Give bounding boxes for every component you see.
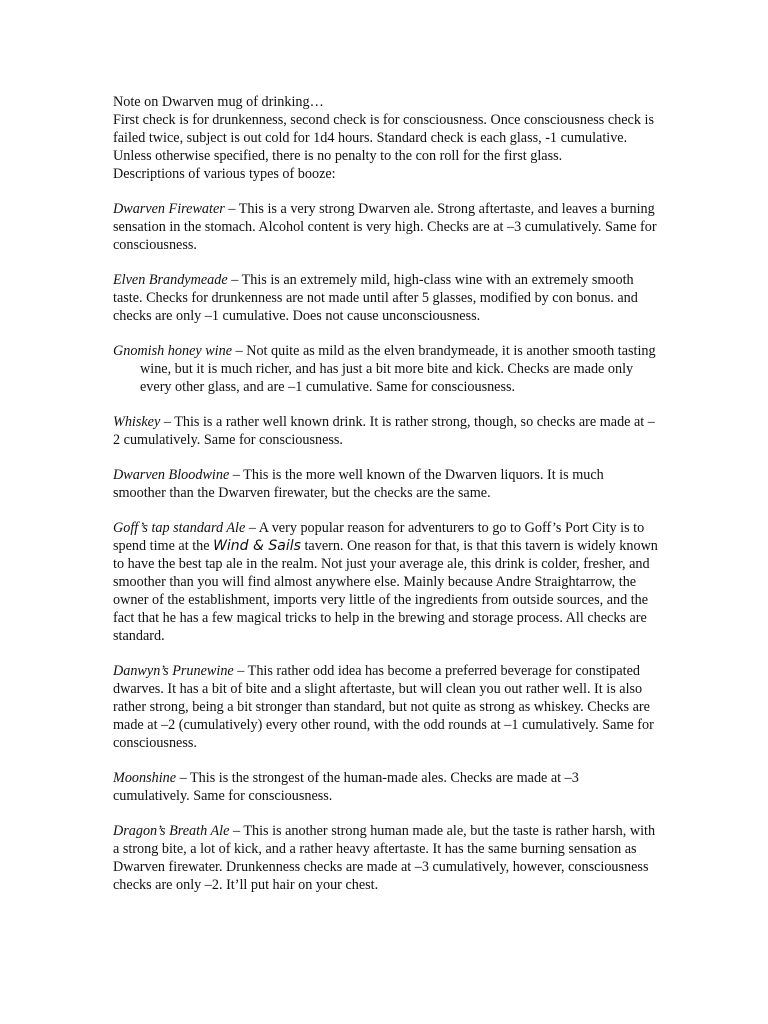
- booze-name: Goff’s tap standard Ale: [113, 520, 246, 536]
- booze-name: Dwarven Bloodwine: [113, 467, 230, 483]
- booze-name: Dragon’s Breath Ale: [113, 823, 230, 839]
- booze-entry-moonshine: [113, 769, 658, 805]
- spacer: [113, 183, 658, 200]
- tavern-name: Wind & Sails: [213, 538, 301, 554]
- booze-entry-goffs-tap-ale: [113, 519, 658, 645]
- document-heading: Note on Dwarven mug of drinking…: [113, 94, 324, 110]
- booze-description: – Not quite as mild as the elven brandymeade, it is another smooth tasting wine, but it is much richer, and has just a bit more bite and kick. Checks are made only every other glass, and are –1 cumulative. Same for consciousness.: [140, 343, 656, 395]
- booze-name: Gnomish honey wine: [113, 343, 233, 359]
- booze-description: – This is the more well known of the Dwarven liquors. It is much smoother than the Dwarven firewater, but the checks are the same.: [113, 467, 604, 501]
- booze-description-start: – A very popular reason for adventurers to go to Goff’s Port City is to spend time at the: [113, 520, 645, 554]
- booze-entry-danwyns-prunewine: [113, 662, 658, 752]
- descriptions-heading: Descriptions of various types of booze:: [113, 166, 336, 182]
- booze-description: – This is a rather well known drink. It is rather strong, though, so checks are made at –2 cumulatively. Same for consciousness.: [113, 414, 655, 448]
- booze-name: Elven Brandymeade: [113, 272, 228, 288]
- booze-name: Moonshine: [113, 770, 177, 786]
- booze-description: – This is a very strong Dwarven ale. Strong aftertaste, and leaves a burning sensation in the stomach. Alcohol content is very high. Checks are at –3 cumulatively. Same for consciousness.: [113, 201, 657, 253]
- booze-description-end: tavern. One reason for that, is that this tavern is widely known to have the best tap ale in the realm. Not just your average ale, this drink is colder, fresher, and smoother than you will find almost anywhere else. Mainly because Andre Straightarrow, the owner of the establishment, imports very little of the ingredients from outside sources, and the fact that he has a few magical tricks to help in the brewing and storage process. All checks are standard.: [113, 538, 658, 644]
- booze-description: – This rather odd idea has become a preferred beverage for constipated dwarves. It has a bit of bite and a slight aftertaste, but will clean you out rather well. It is also rather strong, being a bit stronger than standard, but not quite as strong as whiskey. Checks are made at –2 (cumulatively) every other round, with the odd rounds at –1 cumulatively. Same for consciousness.: [113, 663, 654, 751]
- booze-entry-whiskey: [113, 413, 658, 449]
- rules-paragraph: First check is for drunkenness, second check is for consciousness. Once consciousness check is failed twice, subject is out cold for 1d4 hours. Standard check is each glass, -1 cumulative. Unless otherwise specified, there is no penalty to the con roll for the first glass.: [113, 112, 654, 164]
- booze-name: Whiskey: [113, 414, 161, 430]
- booze-entry-elven-brandymeade: [113, 271, 658, 325]
- booze-name: Dwarven Firewater: [113, 201, 225, 217]
- document-page: [113, 93, 658, 911]
- booze-entry-dwarven-bloodwine: [113, 466, 658, 502]
- booze-entry-gnomish-honey-wine: [113, 342, 658, 396]
- booze-name: Danwyn’s Prunewine: [113, 663, 234, 679]
- booze-description: – This is the strongest of the human-made ales. Checks are made at –3 cumulatively. Same for consciousness.: [113, 770, 579, 804]
- booze-entry-dwarven-firewater: [113, 200, 658, 254]
- booze-description: – This is an extremely mild, high-class wine with an extremely smooth taste. Checks for drunkenness are not made until after 5 glasses, modified by con bonus. and checks are only –1 cumulative. Does not cause unconsciousness.: [113, 272, 638, 324]
- booze-description: – This is another strong human made ale, but the taste is rather harsh, with a strong bite, a lot of kick, and a rather heavy aftertaste. It has the same burning sensation as Dwarven firewater. Drunkenness checks are made at –3 cumulatively, however, consciousness checks are only –2. It’ll put hair on your chest.: [113, 823, 656, 893]
- booze-entry-dragons-breath-ale: [113, 822, 658, 894]
